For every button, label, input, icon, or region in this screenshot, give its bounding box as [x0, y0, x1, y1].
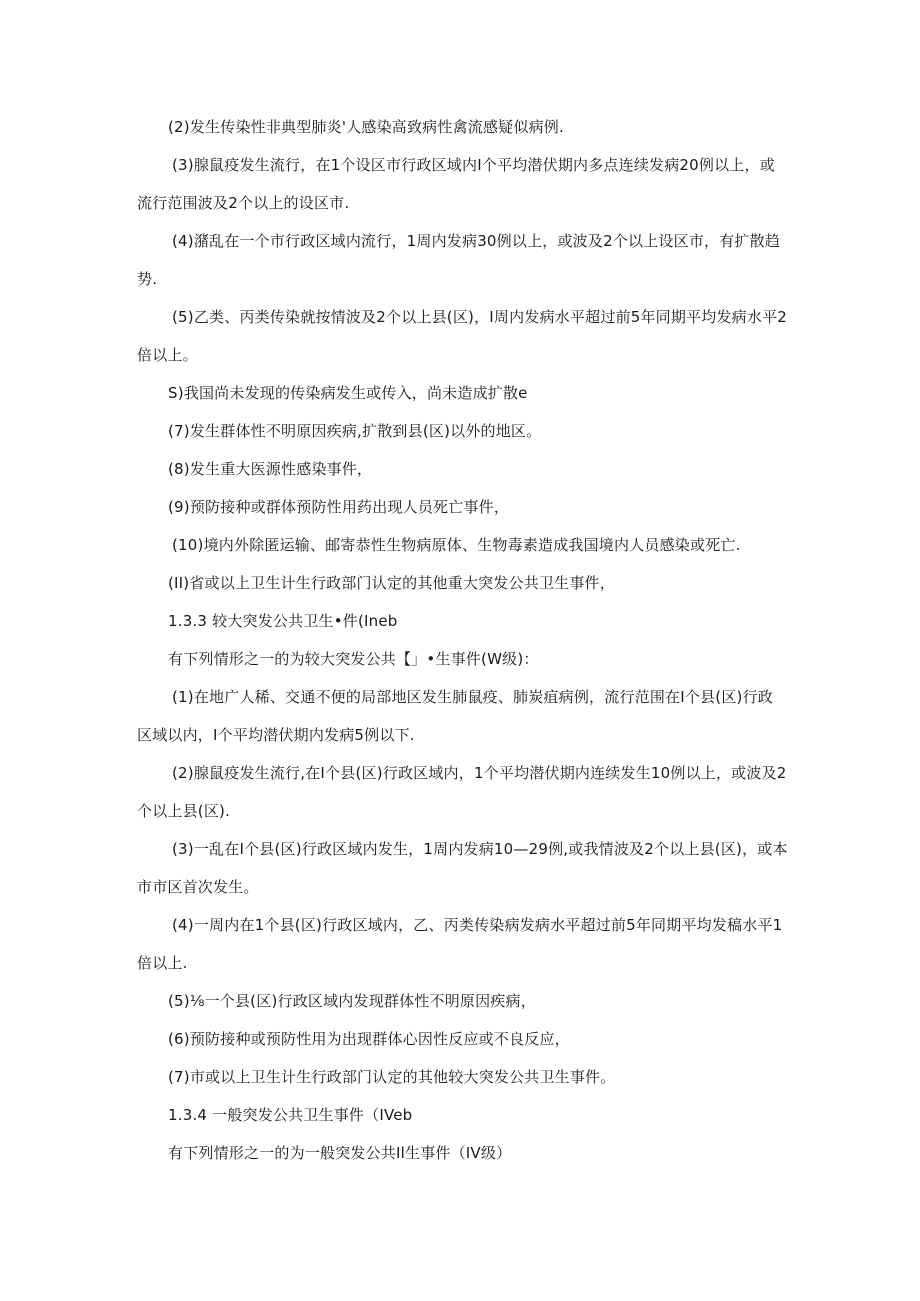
paragraph-line: 倍以上。	[137, 346, 198, 364]
paragraph-line: (7)发生群体性不明原因疾病,扩散到县(区)以外的地区。	[168, 422, 542, 440]
paragraph-line: 个以上县(区).	[137, 802, 231, 820]
paragraph-line: (3)一乱在I个县(区)行政区域内发生，1周内发病10—29例,或我情波及2个以上县(区)，或本	[172, 840, 788, 858]
paragraph-line: (II)省或以上卫生计生行政部门认定的其他重大突发公共卫生事件，	[168, 574, 615, 592]
section-heading: 1.3.4 一般突发公共卫生事件（IVeb	[168, 1106, 413, 1124]
paragraph-line: (4)一周内在1个县(区)行政区域内，乙、丙类传染病发病水平超过前5年同期平均发稿水平1	[172, 916, 783, 934]
paragraph-line: (2)腺鼠疫发生流行,在I个县(区)行政区域内，1个平均潜伏期内连续发生10例以上，或波及2	[172, 764, 787, 782]
paragraph-line: (5)乙类、丙类传染就按情波及2个以上县(区)，I周内发病水平超过前5年同期平均发病水平2	[172, 308, 788, 326]
paragraph-line: 倍以上.	[137, 954, 188, 972]
paragraph-line: (9)预防接种或群体预防性用药出现人员死亡事件，	[168, 498, 510, 516]
paragraph-line: 流行范围波及2个以上的设区市.	[137, 194, 350, 212]
paragraph-line: (8)发生重大医源性感染事件，	[168, 460, 373, 478]
paragraph-line: (4)潴乱在一个市行政区域内流行，1周内发病30例以上，或波及2个以上设区市，有扩散趋	[172, 232, 781, 250]
paragraph-line: (3)腺鼠疫发生流行，在1个设区市行政区域内I个平均潜伏期内多点连续发病20例以上，或	[172, 156, 775, 174]
paragraph-line: (6)预防接种或预防性用为出现群体心因性反应或不良反应，	[168, 1030, 570, 1048]
paragraph-line: 区域以内，I个平均潜伏期内发病5例以下.	[137, 726, 415, 744]
paragraph-line: 市市区首次发生。	[137, 878, 259, 896]
paragraph-line: 有下列情形之一的为一般突发公共Il生事件（IV级）	[168, 1144, 512, 1162]
paragraph-line: (5)⅛一个县(区)行政区域内发现群体性不明原因疾病，	[168, 992, 536, 1010]
paragraph-line: (10)境内外除匿运输、邮寄恭性生物病原体、生物毒素造成我国境内人员感染或死亡.	[172, 536, 741, 554]
paragraph-line: 有下列情形之一的为较大突发公共【」•生事件(W级)：	[168, 650, 539, 668]
paragraph-line: (7)市或以上卫生计生行政部门认定的其他较大突发公共卫生事件。	[168, 1068, 616, 1086]
section-heading: 1.3.3 较大突发公共卫生•件(Ineb	[168, 612, 398, 630]
paragraph-line: 势.	[137, 270, 158, 288]
paragraph-line: (1)在地广人稀、交通不便的局部地区发生肺鼠疫、肺炭疽病例，流行范围在I个县(区)行政	[172, 688, 773, 706]
paragraph-line: (2)发生传染性非典型肺炎'人感染高致病性禽流感疑似病例.	[168, 118, 564, 136]
paragraph-line: S)我国尚未发现的传染病发生或传入，尚未造成扩散e	[168, 384, 528, 402]
